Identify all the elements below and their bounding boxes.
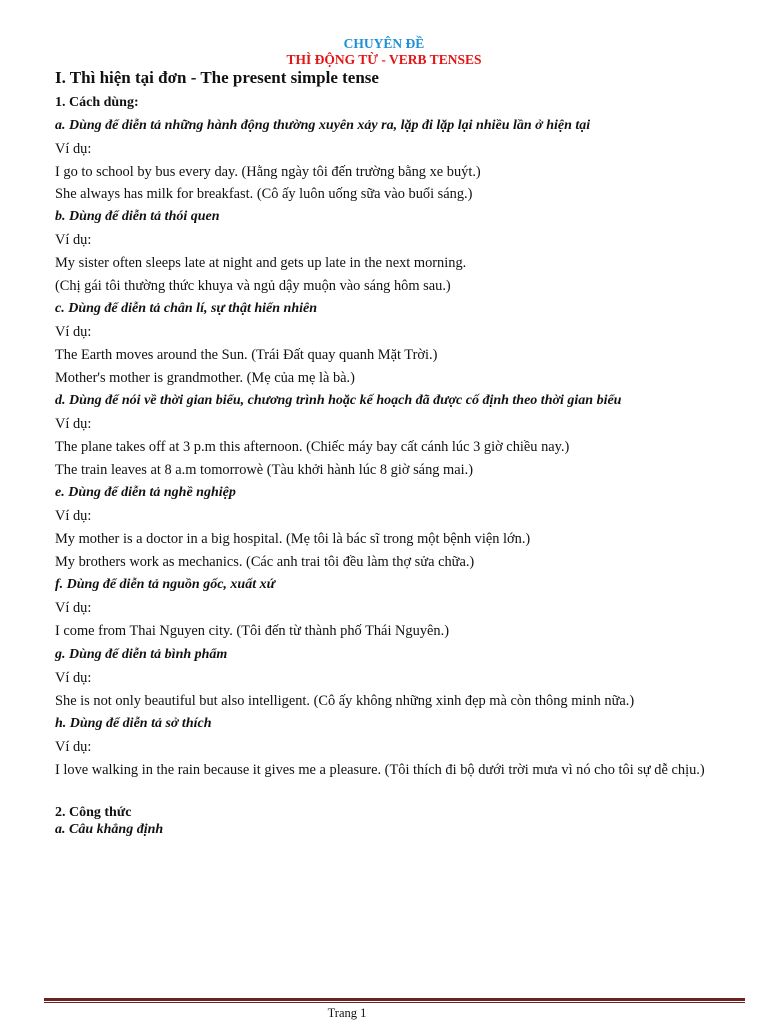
example-sentence: She always has milk for breakfast. (Cô ấy luôn uống sữa vào buổi sáng.) <box>55 186 473 202</box>
example-sentence: I go to school by bus every day. (Hằng ngày tôi đến trường bằng xe buýt.) <box>55 164 481 180</box>
example-sentence: I come from Thai Nguyen city. (Tôi đến từ thành phố Thái Nguyên.) <box>55 623 449 639</box>
example-sentence: Mother's mother is grandmother. (Mẹ của mẹ là bà.) <box>55 370 355 386</box>
usage-heading: 1. Cách dùng: <box>55 95 139 110</box>
example-label: Ví dụ: <box>55 232 92 248</box>
example-sentence: (Chị gái tôi thường thức khuya và ngủ dậy muộn vào sáng hôm sau.) <box>55 278 451 294</box>
example-label: Ví dụ: <box>55 670 92 686</box>
footer-rule <box>44 998 745 1001</box>
formula-heading: 2. Công thức <box>55 805 132 820</box>
example-sentence: The Earth moves around the Sun. (Trái Đất quay quanh Mặt Trời.) <box>55 347 438 363</box>
footer-rule-thin <box>44 1002 745 1003</box>
example-sentence: My sister often sleeps late at night and gets up late in the next morning. <box>55 255 467 271</box>
example-label: Ví dụ: <box>55 739 92 755</box>
example-label: Ví dụ: <box>55 141 92 157</box>
affirmative-heading: a. Câu khẳng định <box>55 822 164 837</box>
usage-item-title: c. Dùng để diễn tả chân lí, sự thật hiển nhiên <box>55 301 317 316</box>
example-label: Ví dụ: <box>55 416 92 432</box>
example-sentence: She is not only beautiful but also intelligent. (Cô ấy không những xinh đẹp mà còn thông minh nữa.) <box>55 693 635 709</box>
section-heading: I. Thì hiện tại đơn - The present simple tense <box>55 68 379 87</box>
usage-item-title: e. Dùng để diễn tả nghề nghiệp <box>55 485 236 500</box>
usage-item-title: b. Dùng để diễn tả thói quen <box>55 209 220 224</box>
usage-item-title: h. Dùng để diễn tả sở thích <box>55 716 212 731</box>
example-sentence: My brothers work as mechanics. (Các anh trai tôi đều làm thợ sửa chữa.) <box>55 554 475 570</box>
topic-heading: CHUYÊN ĐỀ <box>343 36 425 51</box>
example-sentence: The plane takes off at 3 p.m this afternoon. (Chiếc máy bay cất cánh lúc 3 giờ chiều nay.) <box>55 439 570 455</box>
example-sentence: The train leaves at 8 a.m tomorrowè (Tàu khởi hành lúc 8 giờ sáng mai.) <box>55 462 474 478</box>
usage-item-title: a. Dùng để diễn tả những hành động thường xuyên xảy ra, lặp đi lặp lại nhiều lần ở hiện tại <box>55 118 591 133</box>
usage-item-title: d. Dùng để nói về thời gian biểu, chương trình hoặc kế hoạch đã được cố định theo thời gian biểu <box>55 393 622 408</box>
page-number: Trang 1 <box>327 1006 367 1020</box>
example-sentence: I love walking in the rain because it gives me a pleasure. (Tôi thích đi bộ dưới trời mưa vì nó cho tôi sự dễ chịu.) <box>55 762 705 778</box>
example-label: Ví dụ: <box>55 324 92 340</box>
example-label: Ví dụ: <box>55 508 92 524</box>
document-title: THÌ ĐỘNG TỪ - VERB TENSES <box>286 52 482 67</box>
usage-item-title: g. Dùng để diễn tả bình phẩm <box>55 647 228 662</box>
usage-item-title: f. Dùng để diễn tả nguồn gốc, xuất xứ <box>55 577 275 592</box>
example-sentence: My mother is a doctor in a big hospital. (Mẹ tôi là bác sĩ trong một bệnh viện lớn.) <box>55 531 531 547</box>
example-label: Ví dụ: <box>55 600 92 616</box>
